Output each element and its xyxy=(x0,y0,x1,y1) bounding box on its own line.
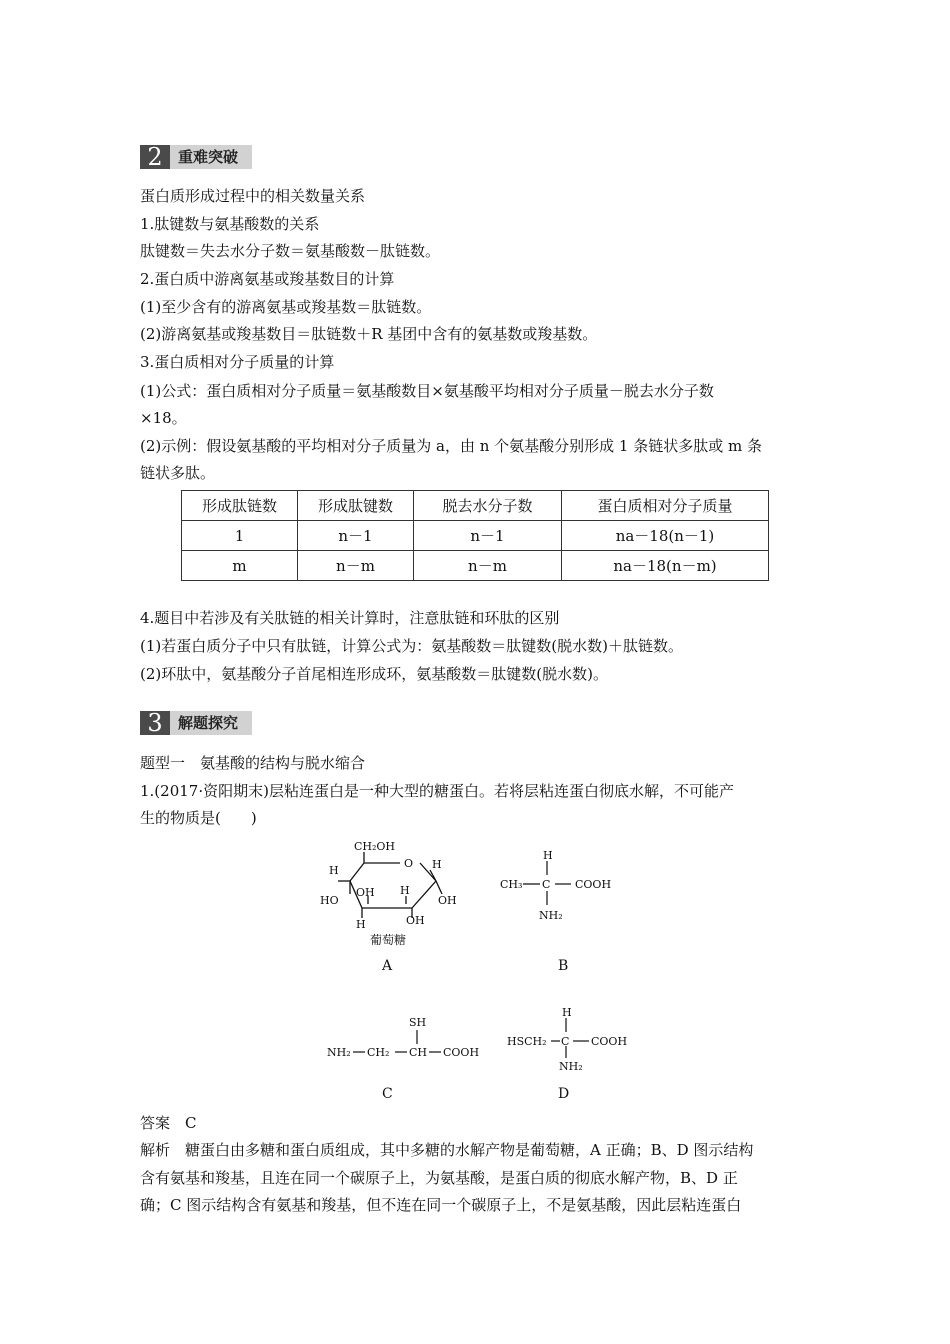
sh-label: SH xyxy=(409,1016,427,1029)
alpha-carbon-label: C xyxy=(561,1035,570,1048)
section-title: 重难突破 xyxy=(170,145,252,169)
analysis-line: 确；C 图示结构含有氨基和羧基，但不连在同一个碳原子上，不是氨基酸，因此层粘连蛋白 xyxy=(140,1196,742,1214)
option-a-label: A xyxy=(382,958,393,974)
cooh-label: COOH xyxy=(591,1035,628,1048)
table-cell: 1 xyxy=(182,521,298,551)
h-label: H xyxy=(432,858,442,871)
section-number: 3 xyxy=(140,711,170,735)
question-text: 生的物质是( ) xyxy=(140,809,257,827)
h-label: H xyxy=(562,1006,572,1019)
text-line: 1.肽键数与氨基酸数的关系 xyxy=(140,215,320,233)
text-line: (2)示例：假设氨基酸的平均相对分子质量为 a，由 n 个氨基酸分别形成 1 条链状多肽或 m 条 xyxy=(140,437,762,455)
table-header-cell: 形成肽链数 xyxy=(182,491,298,521)
cooh-label: COOH xyxy=(443,1046,480,1059)
table-header-row xyxy=(182,491,769,521)
text-line: (1)若蛋白质分子中只有肽链，计算公式为：氨基酸数＝肽键数(脱水数)＋肽链数。 xyxy=(140,637,683,655)
text-line: 3.蛋白质相对分子质量的计算 xyxy=(140,353,335,371)
cooh-label: COOH xyxy=(575,878,612,891)
h-label: H xyxy=(543,849,553,862)
table-cell: na－18(n－1) xyxy=(562,521,769,551)
table-header-cell: 脱去水分子数 xyxy=(414,491,562,521)
text-line: 4.题目中若涉及有关肽链的相关计算时，注意肽链和环肽的区别 xyxy=(140,609,560,627)
oh-label: OH xyxy=(356,886,375,899)
table-header-cell: 形成肽键数 xyxy=(298,491,414,521)
table-cell: m xyxy=(182,551,298,581)
ho-label: HO xyxy=(320,894,339,907)
section-number: 2 xyxy=(140,145,170,169)
question-type: 题型一 氨基酸的结构与脱水缩合 xyxy=(140,754,366,772)
text-line: (1)公式：蛋白质相对分子质量＝氨基酸数目×氨基酸平均相对分子质量－脱去水分子数 xyxy=(140,382,714,400)
option-b-label: B xyxy=(558,958,569,974)
table-header-cell: 蛋白质相对分子质量 xyxy=(562,491,769,521)
structure-c xyxy=(325,1012,485,1067)
hsch2-label: HSCH₂ xyxy=(507,1035,547,1048)
section-2-header xyxy=(140,145,252,169)
quantity-table xyxy=(181,490,769,581)
table-cell: n－1 xyxy=(298,521,414,551)
glucose-name: 葡萄糖 xyxy=(370,933,407,947)
text-line: 蛋白质形成过程中的相关数量关系 xyxy=(140,187,366,205)
table-row xyxy=(182,551,769,581)
structure-b-alanine xyxy=(495,845,625,925)
option-d-label: D xyxy=(558,1086,570,1102)
section-3-header xyxy=(140,711,252,735)
text-line: (2)环肽中，氨基酸分子首尾相连形成环，氨基酸数＝肽键数(脱水数)。 xyxy=(140,665,608,683)
text-line: (2)游离氨基或羧基数目＝肽链数＋R 基团中含有的氨基数或羧基数。 xyxy=(140,325,598,343)
ch-label: CH xyxy=(409,1046,428,1059)
nh2-label: NH₂ xyxy=(539,909,563,922)
table-cell: n－m xyxy=(298,551,414,581)
oh-label: OH xyxy=(438,894,457,907)
table-row xyxy=(182,521,769,551)
text-line: ×18。 xyxy=(140,409,187,427)
analysis-line: 含有氨基和羧基，且连在同一个碳原子上，为氨基酸，是蛋白质的彻底水解产物，B、D 正 xyxy=(140,1169,738,1187)
option-c-label: C xyxy=(382,1086,393,1102)
ring-oxygen-label: O xyxy=(404,857,414,870)
ch3-label: CH₃ xyxy=(500,878,523,891)
question-text: 1.(2017·资阳期末)层粘连蛋白是一种大型的糖蛋白。若将层粘连蛋白彻底水解，不可能产 xyxy=(140,782,734,800)
nh2-label: NH₂ xyxy=(559,1060,583,1073)
structure-a-glucose xyxy=(312,838,472,953)
text-line: 链状多肽。 xyxy=(140,464,216,482)
nh2-label: NH₂ xyxy=(327,1046,351,1059)
oh-label: OH xyxy=(406,914,425,927)
ch2oh-label: CH₂OH xyxy=(354,840,396,853)
table-cell: na－18(n－m) xyxy=(562,551,769,581)
text-line: 肽键数＝失去水分子数＝氨基酸数－肽链数。 xyxy=(140,242,441,260)
alpha-carbon-label: C xyxy=(542,878,551,891)
answer-line: 答案 C xyxy=(140,1114,197,1132)
table-cell: n－m xyxy=(414,551,562,581)
structure-d-cysteine xyxy=(503,1004,643,1074)
h-label: H xyxy=(400,884,410,897)
analysis-line: 解析 糖蛋白由多糖和蛋白质组成，其中多糖的水解产物是葡萄糖，A 正确；B、D 图示结构 xyxy=(140,1141,754,1159)
ch2-label: CH₂ xyxy=(367,1046,390,1059)
h-label: H xyxy=(329,864,339,877)
h-label: H xyxy=(356,918,366,931)
section-title: 解题探究 xyxy=(170,711,252,735)
table-cell: n－1 xyxy=(414,521,562,551)
text-line: 2.蛋白质中游离氨基或羧基数目的计算 xyxy=(140,270,395,288)
text-line: (1)至少含有的游离氨基或羧基数＝肽链数。 xyxy=(140,298,432,316)
